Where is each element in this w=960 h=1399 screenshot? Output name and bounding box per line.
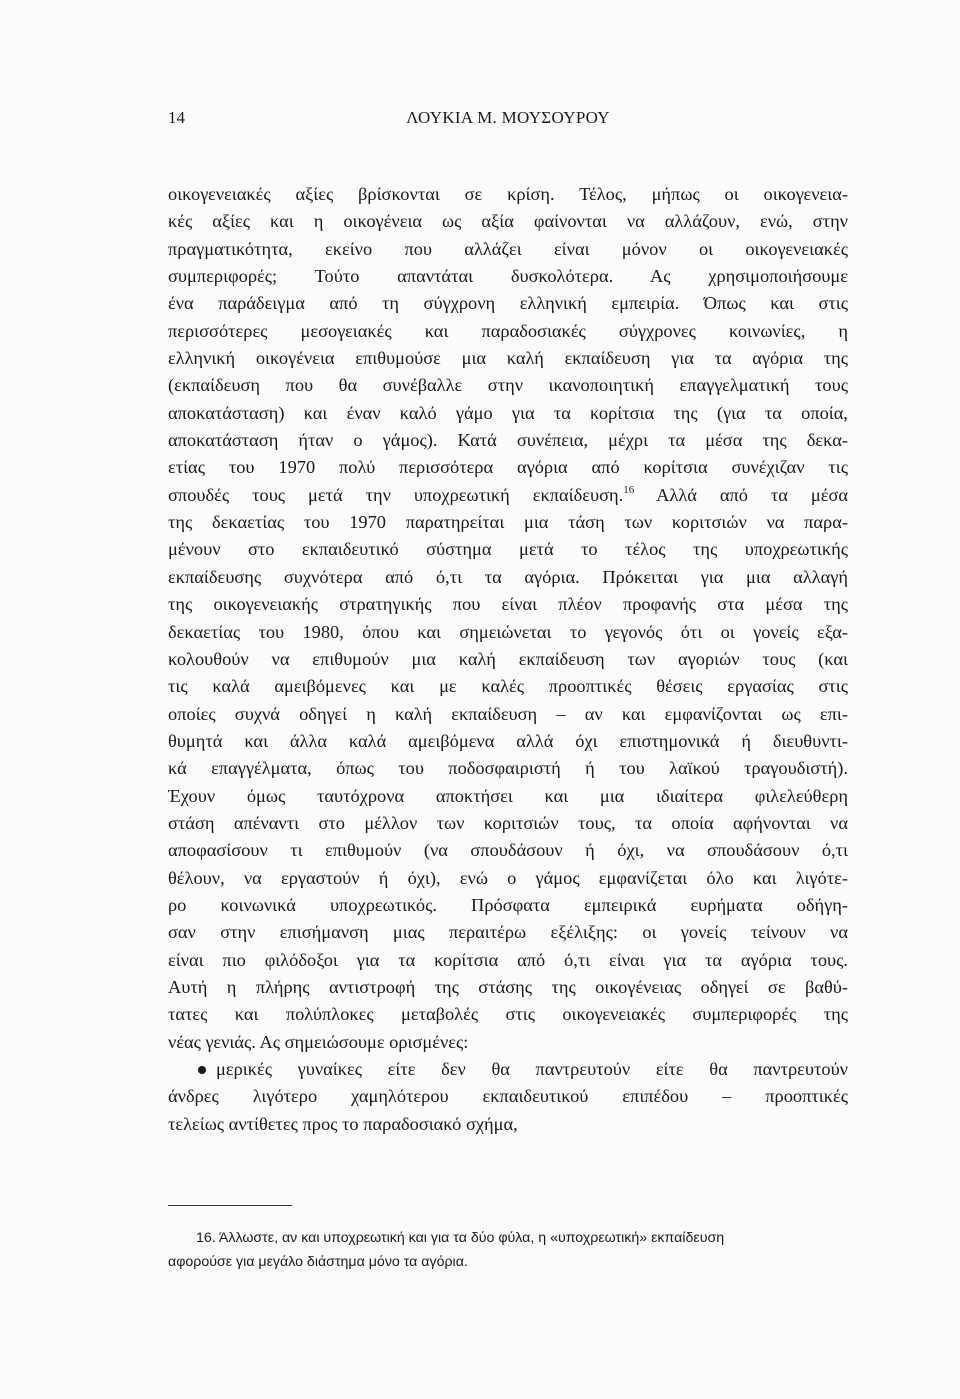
text-line: ελληνική οικογένεια επιθυμούσε μια καλή εκπαίδευση για τα αγόρια της xyxy=(168,348,848,369)
text-line: μένουν στο εκπαιδευτικό σύστημα μετά το τέλος της υποχρεωτικής xyxy=(168,539,848,560)
body-paragraph xyxy=(168,181,848,1138)
text-line: οποίες συχνά οδηγεί η καλή εκπαίδευση – αν και εμφανίζονται ως επι- xyxy=(168,703,848,724)
bullet-icon xyxy=(198,1066,206,1074)
text-line: της οικογενειακής στρατηγικής που είναι πλέον προφανής στα μέσα της xyxy=(168,594,848,615)
text-line: νέας γενιάς. Ας σημειώσουμε ορισμένες: xyxy=(168,1031,469,1052)
text-line: τατες και πολύπλοκες μεταβολές στις οικογενειακές συμπεριφορές της xyxy=(168,1004,848,1025)
text-line: εκπαίδευσης συχνότερα από ό,τι τα αγόρια. Πρόκειται για μια αλλαγή xyxy=(168,566,848,587)
text-line-with-footnote xyxy=(168,482,848,509)
text-segment: Αλλά από τα μέσα xyxy=(634,484,848,505)
text-line: δεκαετίας του 1980, όπου και σημειώνεται το γεγονός ότι οι γονείς εξα- xyxy=(168,621,848,642)
text-line: ετίας του 1970 πολύ περισσότερα αγόρια από κορίτσια συνέχιζαν τις xyxy=(168,457,848,478)
text-line: στάση απέναντι στο μέλλον των κοριτσιών τους, τα οποία αφήνονται να xyxy=(168,812,848,833)
text-line: θυμητά και άλλα καλά αμειβόμενα αλλά όχι επιστημονικά ή διευθυντι- xyxy=(168,730,848,751)
text-line: σαν στην επισήμανση μιας περαιτέρω εξέλιξης: οι γονείς τείνουν να xyxy=(168,922,848,943)
footnote-16-line-2: αφορούσε για μεγάλο διάστημα μόνο τα αγόρια. xyxy=(168,1254,468,1270)
text-line: συμπεριφορές; Τούτο απαντάται δυσκολότερα. Ας χρησιμοποιήσουμε xyxy=(168,266,848,287)
text-line: πραγματικότητα, εκείνο που αλλάζει είναι μόνον οι οικογενειακές xyxy=(168,238,848,259)
text-line: Έχουν όμως ταυτόχρονα αποκτήσει και μια ιδιαίτερα φιλελεύθερη xyxy=(168,785,848,806)
text-segment: σπουδές τους μετά την υποχρεωτική εκπαίδευση. xyxy=(168,484,624,505)
text-line: Αυτή η πλήρης αντιστροφή της στάσης της οικογένειας οδηγεί σε βαθύ- xyxy=(168,976,848,997)
text-line: κολουθούν να επιθυμούν μια καλή εκπαίδευση των αγοριών τους (και xyxy=(168,648,848,669)
text-line: κά επαγγέλματα, όπως του ποδοσφαιριστή ή του λαϊκού τραγουδιστή). xyxy=(168,758,848,779)
bullet-continuation: άνδρες λιγότερο χαμηλότερου εκπαιδευτικού επιπέδου – προοπτικές xyxy=(168,1086,848,1107)
text-line: κές αξίες και η οικογένεια ως αξία φαίνονται να αλλάζουν, ενώ, στην xyxy=(168,211,848,232)
text-line: (εκπαίδευση που θα συνέβαλλε στην ικανοποιητική επαγγελματική τους xyxy=(168,375,848,396)
text-line: αποκατάσταση ήταν ο γάμος). Κατά συνέπεια, μέχρι τα μέσα της δεκα- xyxy=(168,430,848,451)
text-line: περισσότερες μεσογειακές και παραδοσιακές σύγχρονες κοινωνίες, η xyxy=(168,320,848,341)
bullet-continuation: τελείως αντίθετες προς το παραδοσιακό σχήμα, xyxy=(168,1113,518,1134)
footnote-reference[interactable]: 16 xyxy=(623,483,635,496)
running-head: ΛΟΥΚΙΑ Μ. ΜΟΥΣΟΥΡΟΥ xyxy=(406,108,610,127)
text-line: θέλουν, να εργαστούν ή όχι), ενώ ο γάμος εμφανίζεται όλο και λιγότε- xyxy=(168,867,848,888)
text-line: τις καλά αμειβόμενες και με καλές προοπτικές θέσεις εργασίας στις xyxy=(168,676,848,697)
text-line: είναι πιο φιλόδοξοι για τα κορίτσια από ό,τι είναι για τα αγόρια τους. xyxy=(168,949,848,970)
bullet-text: μερικές γυναίκες είτε δεν θα παντρευτούν είτε θα παντρευτούν xyxy=(216,1059,848,1079)
bullet-item xyxy=(168,1056,848,1083)
text-line: ένα παράδειγμα από τη σύγχρονη ελληνική εμπειρία. Όπως και στις xyxy=(168,293,848,314)
text-line: αποκατάσταση) και έναν καλό γάμο για τα κορίτσια της (για τα οποία, xyxy=(168,402,848,423)
text-line: αποφασίσουν τι επιθυμούν (να σπουδάσουν ή όχι, να σπουδάσουν ό,τι xyxy=(168,840,848,861)
text-line: ρο κοινωνικά υποχρεωτικός. Πρόσφατα εμπειρικά ευρήματα οδήγη- xyxy=(168,894,848,915)
footnote-16-line-1: 16. Άλλωστε, αν και υποχρεωτική και για τα δύο φύλα, η «υποχρεωτική» εκπαίδευση xyxy=(196,1230,725,1246)
footnote-separator xyxy=(168,1205,292,1206)
footnote-block xyxy=(168,1226,848,1274)
text-line: οικογενειακές αξίες βρίσκονται σε κρίση. Τέλος, μήπως οι οικογενεια- xyxy=(168,184,848,204)
page-header xyxy=(168,106,848,130)
text-line: της δεκαετίας του 1970 παρατηρείται μια τάση των κοριτσιών να παρα- xyxy=(168,512,848,533)
page-number: 14 xyxy=(168,108,185,127)
